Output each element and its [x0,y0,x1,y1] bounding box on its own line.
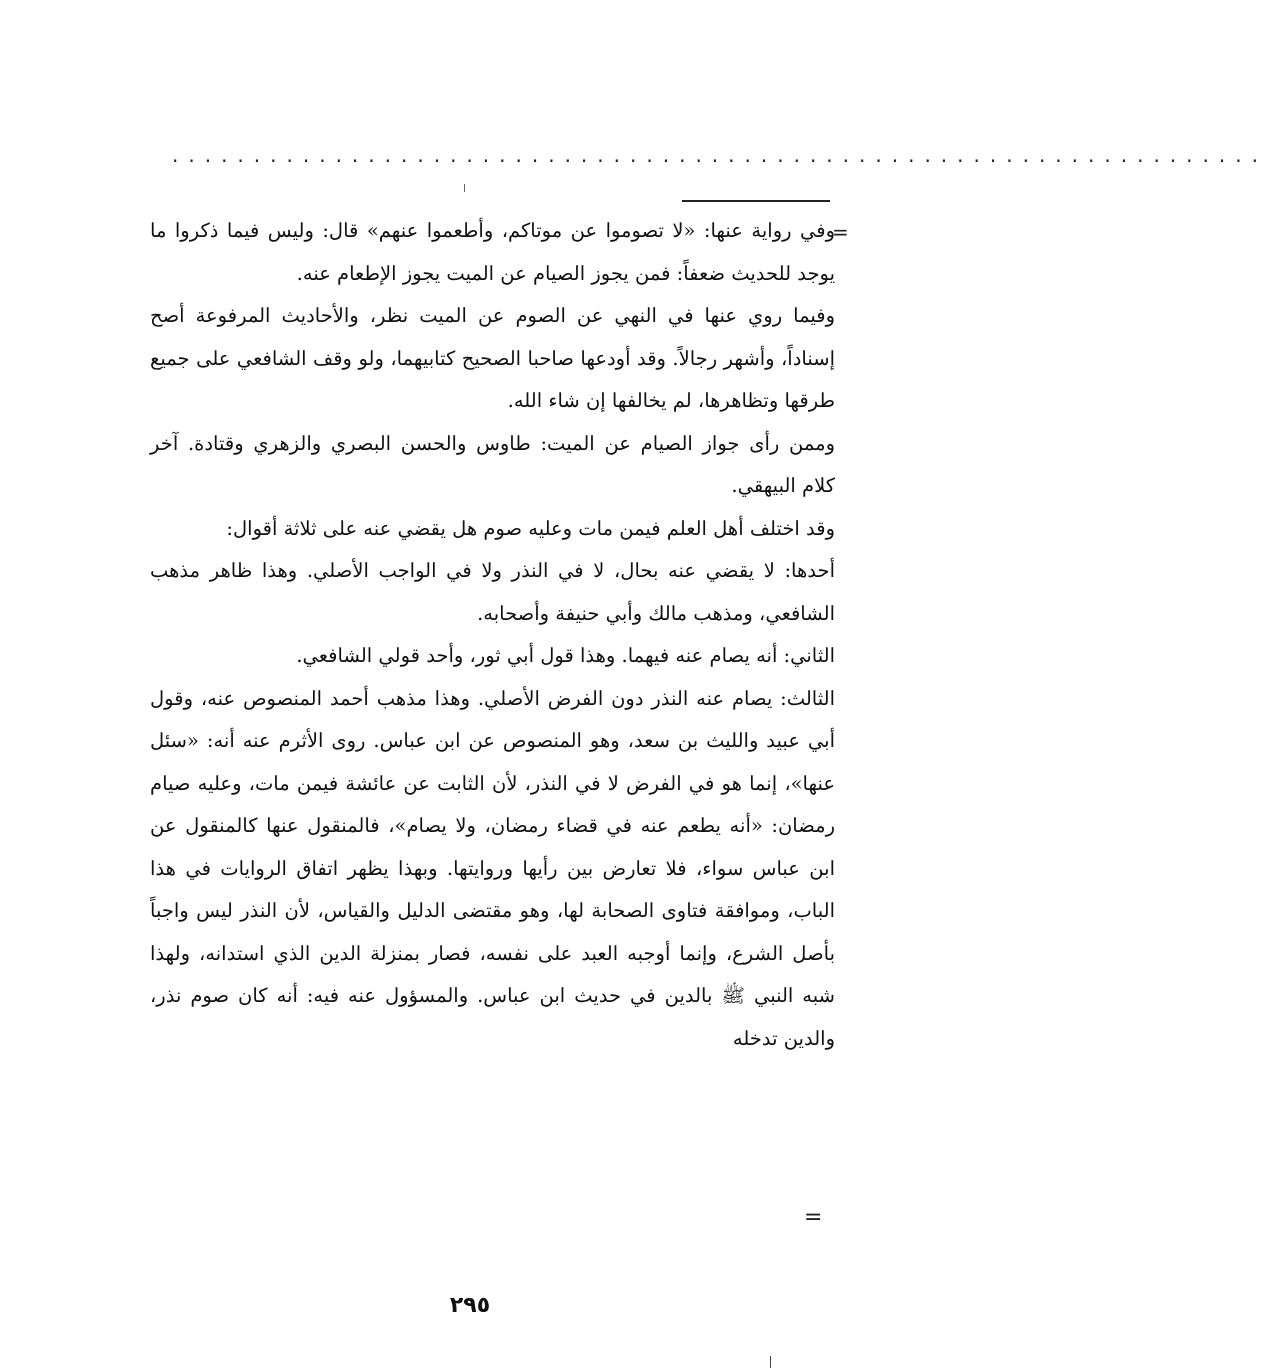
paragraph-opinion-three: الثالث: يصام عنه النذر دون الفرض الأصلي. وهذا مذهب أحمد المنصوص عنه، وقول أبي عبيد والليث بن سعد، وهو المنصوص عن ابن عباس. روى الأثرم عنه أنه: «سئل عنها»، إنما هو في الفرض لا في النذر، لأن الثابت عن عائشة فيمن مات، وعليه صيام رمضان: «أنه يطعم عنه في قضاء رمضان، ولا يصام»، فالمنقول عنها كالمنقول عن ابن عباس سواء، فلا تعارض بين رأيها وروايتها. وبهذا يظهر اتفاق الروايات في هذا الباب، وموافقة فتاوى الصحابة لها، وهو مقتضى الدليل والقياس، لأن النذر ليس واجباً بأصل الشرع، وإنما أوجبه العبد على نفسه، فصار بمنزلة الدين الذي استدانه، ولهذا شبه النبي ﷺ بالدين في حديث ابن عباس. والمسؤول عنه فيه: أنه كان صوم نذر، والدين تدخله [150,686,835,1050]
scan-edge-mark [770,1356,771,1368]
paragraph-opinion-one: أحدها: لا يقضي عنه بحال، لا في النذر ولا في الواجب الأصلي. وهذا ظاهر مذهب الشافعي، ومذهب مالك وأبي حنيفة وأصحابه. [150,559,835,625]
continuation-mark-bottom: = [804,1205,823,1230]
paragraph-proponents: وممن رأى جواز الصيام عن الميت: طاوس والحسن البصري والزهري وقتادة. آخر كلام البيهقي. [150,431,835,497]
paragraph-opinion-two: الثاني: أنه يصام عنه فيهما. وهذا قول أبي ثور، وأحد قولي الشافعي. [296,644,835,667]
ornamental-dotted-divider: ................................................................... [172,143,1268,167]
footnote-rule [682,200,830,202]
paragraph-critique: وفيما روي عنها في النهي عن الصوم عن الميت نظر، والأحاديث المرفوعة أصح إسناداً، وأشهر رجالاً. وقد أودعها صاحبا الصحيح كتابيهما، ولو وقف الشافعي على جميع طرقها وتظاهرها، لم يخالفها إن شاء الله. [150,304,835,412]
continuation-mark-top: = [832,220,849,244]
scan-speck [464,184,465,192]
footnote-text-block [150,210,835,1060]
paragraph-narration: وفي رواية عنها: «لا تصوموا عن موتاكم، وأطعموا عنهم» قال: وليس فيما ذكروا ما يوجد للحديث ضعفاً: فمن يجوز الصيام عن الميت يجوز الإطعام عنه. [150,219,835,285]
paragraph-disagreement: وقد اختلف أهل العلم فيمن مات وعليه صوم هل يقضي عنه على ثلاثة أقوال: [226,516,835,540]
page-number: ٢٩٥ [449,1293,491,1318]
